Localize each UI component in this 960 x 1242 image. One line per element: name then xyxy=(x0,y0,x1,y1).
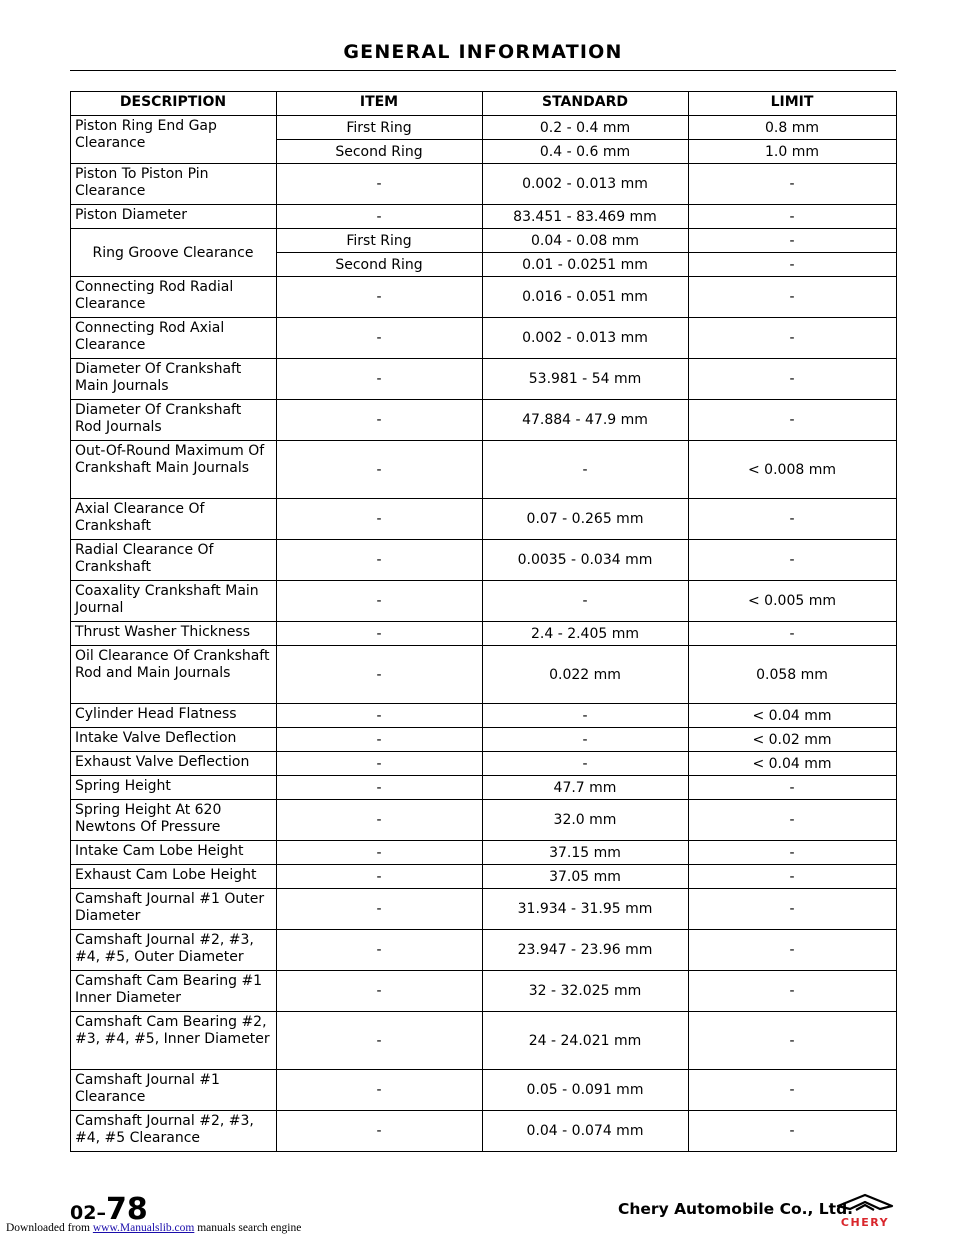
item-cell: - xyxy=(277,752,483,776)
description-cell: Camshaft Journal #2, #3, #4, #5 Clearance xyxy=(71,1111,277,1152)
column-header-description: DESCRIPTION xyxy=(71,92,277,116)
standard-cell: 0.04 - 0.074 mm xyxy=(483,1111,689,1152)
standard-cell: 0.05 - 0.091 mm xyxy=(483,1070,689,1111)
item-cell: - xyxy=(277,499,483,540)
logo-text: CHERY xyxy=(840,1216,890,1229)
description-cell: Cylinder Head Flatness xyxy=(71,704,277,728)
limit-cell: - xyxy=(689,229,897,253)
limit-cell: - xyxy=(689,889,897,930)
item-cell: - xyxy=(277,164,483,205)
limit-cell: < 0.04 mm xyxy=(689,752,897,776)
page-number-value: 78 xyxy=(105,1192,148,1227)
limit-cell: - xyxy=(689,622,897,646)
description-cell: Piston To Piston Pin Clearance xyxy=(71,164,277,205)
description-cell: Piston Diameter xyxy=(71,205,277,229)
description-cell: Oil Clearance Of Crankshaft Rod and Main Journals xyxy=(71,646,277,704)
item-cell: - xyxy=(277,841,483,865)
description-cell: Spring Height xyxy=(71,776,277,800)
company-name: Chery Automobile Co., Ltd. xyxy=(618,1200,854,1218)
limit-cell: 0.058 mm xyxy=(689,646,897,704)
table-row xyxy=(71,400,897,441)
standard-cell: - xyxy=(483,441,689,499)
standard-cell: - xyxy=(483,752,689,776)
standard-cell: 0.01 - 0.0251 mm xyxy=(483,253,689,277)
table-row xyxy=(71,116,897,140)
standard-cell: 0.4 - 0.6 mm xyxy=(483,140,689,164)
description-cell: Out-Of-Round Maximum Of Crankshaft Main Journals xyxy=(71,441,277,499)
description-cell: Exhaust Cam Lobe Height xyxy=(71,865,277,889)
limit-cell: < 0.005 mm xyxy=(689,581,897,622)
standard-cell: 37.15 mm xyxy=(483,841,689,865)
limit-cell: - xyxy=(689,359,897,400)
item-cell: - xyxy=(277,800,483,841)
section-number: 02– xyxy=(70,1202,106,1224)
item-cell: - xyxy=(277,277,483,318)
manualslib-link[interactable]: www.Manualslib.com xyxy=(92,1222,195,1234)
description-cell: Connecting Rod Radial Clearance xyxy=(71,277,277,318)
item-cell: - xyxy=(277,205,483,229)
page-number xyxy=(70,1192,148,1227)
description-cell: Exhaust Valve Deflection xyxy=(71,752,277,776)
standard-cell: - xyxy=(483,581,689,622)
limit-cell: < 0.04 mm xyxy=(689,704,897,728)
table-row xyxy=(71,800,897,841)
standard-cell: 47.884 - 47.9 mm xyxy=(483,400,689,441)
description-cell: Diameter Of Crankshaft Main Journals xyxy=(71,359,277,400)
item-cell: - xyxy=(277,930,483,971)
table-row xyxy=(71,499,897,540)
item-cell: - xyxy=(277,889,483,930)
limit-cell: - xyxy=(689,318,897,359)
item-cell: - xyxy=(277,400,483,441)
item-cell: - xyxy=(277,776,483,800)
specifications-table xyxy=(70,91,897,1152)
standard-cell: 0.022 mm xyxy=(483,646,689,704)
limit-cell: - xyxy=(689,164,897,205)
table-row xyxy=(71,776,897,800)
table-row xyxy=(71,277,897,318)
standard-cell: 0.2 - 0.4 mm xyxy=(483,116,689,140)
limit-cell: - xyxy=(689,277,897,318)
limit-cell: - xyxy=(689,499,897,540)
description-cell: Axial Clearance Of Crankshaft xyxy=(71,499,277,540)
limit-cell: - xyxy=(689,776,897,800)
item-cell: - xyxy=(277,971,483,1012)
page-title: GENERAL INFORMATION xyxy=(343,41,623,63)
description-cell: Camshaft Cam Bearing #2, #3, #4, #5, Inner Diameter xyxy=(71,1012,277,1070)
table-row xyxy=(71,971,897,1012)
limit-cell: - xyxy=(689,800,897,841)
table-row xyxy=(71,359,897,400)
limit-cell: < 0.02 mm xyxy=(689,728,897,752)
standard-cell: - xyxy=(483,728,689,752)
table-row xyxy=(71,164,897,205)
item-cell: - xyxy=(277,728,483,752)
logo-emblem xyxy=(838,1195,892,1209)
limit-cell: - xyxy=(689,400,897,441)
description-cell: Intake Cam Lobe Height xyxy=(71,841,277,865)
standard-cell: 37.05 mm xyxy=(483,865,689,889)
table-header-row xyxy=(71,92,897,116)
limit-cell: - xyxy=(689,1012,897,1070)
table-row xyxy=(71,646,897,704)
table-row xyxy=(71,1070,897,1111)
standard-cell: 0.002 - 0.013 mm xyxy=(483,318,689,359)
limit-cell: - xyxy=(689,971,897,1012)
item-cell: - xyxy=(277,359,483,400)
standard-cell: 0.002 - 0.013 mm xyxy=(483,164,689,205)
item-cell: - xyxy=(277,540,483,581)
limit-cell: - xyxy=(689,540,897,581)
item-cell: First Ring xyxy=(277,229,483,253)
description-cell: Camshaft Journal #2, #3, #4, #5, Outer Diameter xyxy=(71,930,277,971)
table-row xyxy=(71,318,897,359)
table-row xyxy=(71,1012,897,1070)
standard-cell: 32.0 mm xyxy=(483,800,689,841)
item-cell: - xyxy=(277,1111,483,1152)
description-cell: Thrust Washer Thickness xyxy=(71,622,277,646)
table-row xyxy=(71,540,897,581)
description-cell: Piston Ring End Gap Clearance xyxy=(71,116,277,164)
limit-cell: - xyxy=(689,1111,897,1152)
standard-cell: 2.4 - 2.405 mm xyxy=(483,622,689,646)
standard-cell: 0.016 - 0.051 mm xyxy=(483,277,689,318)
item-cell: - xyxy=(277,441,483,499)
standard-cell: 0.04 - 0.08 mm xyxy=(483,229,689,253)
column-header-item: ITEM xyxy=(277,92,483,116)
limit-cell: - xyxy=(689,865,897,889)
limit-cell: 1.0 mm xyxy=(689,140,897,164)
page-header xyxy=(70,38,896,71)
item-cell: - xyxy=(277,646,483,704)
standard-cell: 23.947 - 23.96 mm xyxy=(483,930,689,971)
description-cell: Coaxality Crankshaft Main Journal xyxy=(71,581,277,622)
limit-cell: < 0.008 mm xyxy=(689,441,897,499)
standard-cell: 24 - 24.021 mm xyxy=(483,1012,689,1070)
description-cell: Diameter Of Crankshaft Rod Journals xyxy=(71,400,277,441)
table-row xyxy=(71,841,897,865)
description-cell: Radial Clearance Of Crankshaft xyxy=(71,540,277,581)
table-row xyxy=(71,930,897,971)
description-cell: Camshaft Cam Bearing #1 Inner Diameter xyxy=(71,971,277,1012)
description-cell: Ring Groove Clearance xyxy=(71,229,277,277)
item-cell: - xyxy=(277,581,483,622)
item-cell: Second Ring xyxy=(277,140,483,164)
watermark-suffix: manuals search engine xyxy=(194,1222,302,1234)
standard-cell: - xyxy=(483,704,689,728)
standard-cell: 32 - 32.025 mm xyxy=(483,971,689,1012)
limit-cell: - xyxy=(689,841,897,865)
item-cell: - xyxy=(277,865,483,889)
table-row xyxy=(71,205,897,229)
table-row xyxy=(71,728,897,752)
standard-cell: 0.07 - 0.265 mm xyxy=(483,499,689,540)
item-cell: Second Ring xyxy=(277,253,483,277)
table-row xyxy=(71,229,897,253)
limit-cell: - xyxy=(689,930,897,971)
table-row xyxy=(71,752,897,776)
standard-cell: 53.981 - 54 mm xyxy=(483,359,689,400)
watermark-prefix: Downloaded from xyxy=(6,1222,93,1234)
item-cell: - xyxy=(277,622,483,646)
download-watermark xyxy=(6,1222,301,1234)
item-cell: - xyxy=(277,318,483,359)
item-cell: - xyxy=(277,1012,483,1070)
description-cell: Spring Height At 620 Newtons Of Pressure xyxy=(71,800,277,841)
description-cell: Camshaft Journal #1 Clearance xyxy=(71,1070,277,1111)
table-row xyxy=(71,704,897,728)
limit-cell: - xyxy=(689,205,897,229)
limit-cell: - xyxy=(689,1070,897,1111)
item-cell: - xyxy=(277,1070,483,1111)
description-cell: Intake Valve Deflection xyxy=(71,728,277,752)
column-header-standard: STANDARD xyxy=(483,92,689,116)
table-row xyxy=(71,889,897,930)
table-row xyxy=(71,622,897,646)
table-row xyxy=(71,441,897,499)
standard-cell: 47.7 mm xyxy=(483,776,689,800)
chery-logo xyxy=(834,1192,896,1230)
limit-cell: - xyxy=(689,253,897,277)
table-row xyxy=(71,581,897,622)
table-row xyxy=(71,865,897,889)
table-row xyxy=(71,1111,897,1152)
standard-cell: 0.0035 - 0.034 mm xyxy=(483,540,689,581)
column-header-limit: LIMIT xyxy=(689,92,897,116)
standard-cell: 83.451 - 83.469 mm xyxy=(483,205,689,229)
item-cell: First Ring xyxy=(277,116,483,140)
item-cell: - xyxy=(277,704,483,728)
description-cell: Camshaft Journal #1 Outer Diameter xyxy=(71,889,277,930)
description-cell: Connecting Rod Axial Clearance xyxy=(71,318,277,359)
standard-cell: 31.934 - 31.95 mm xyxy=(483,889,689,930)
limit-cell: 0.8 mm xyxy=(689,116,897,140)
